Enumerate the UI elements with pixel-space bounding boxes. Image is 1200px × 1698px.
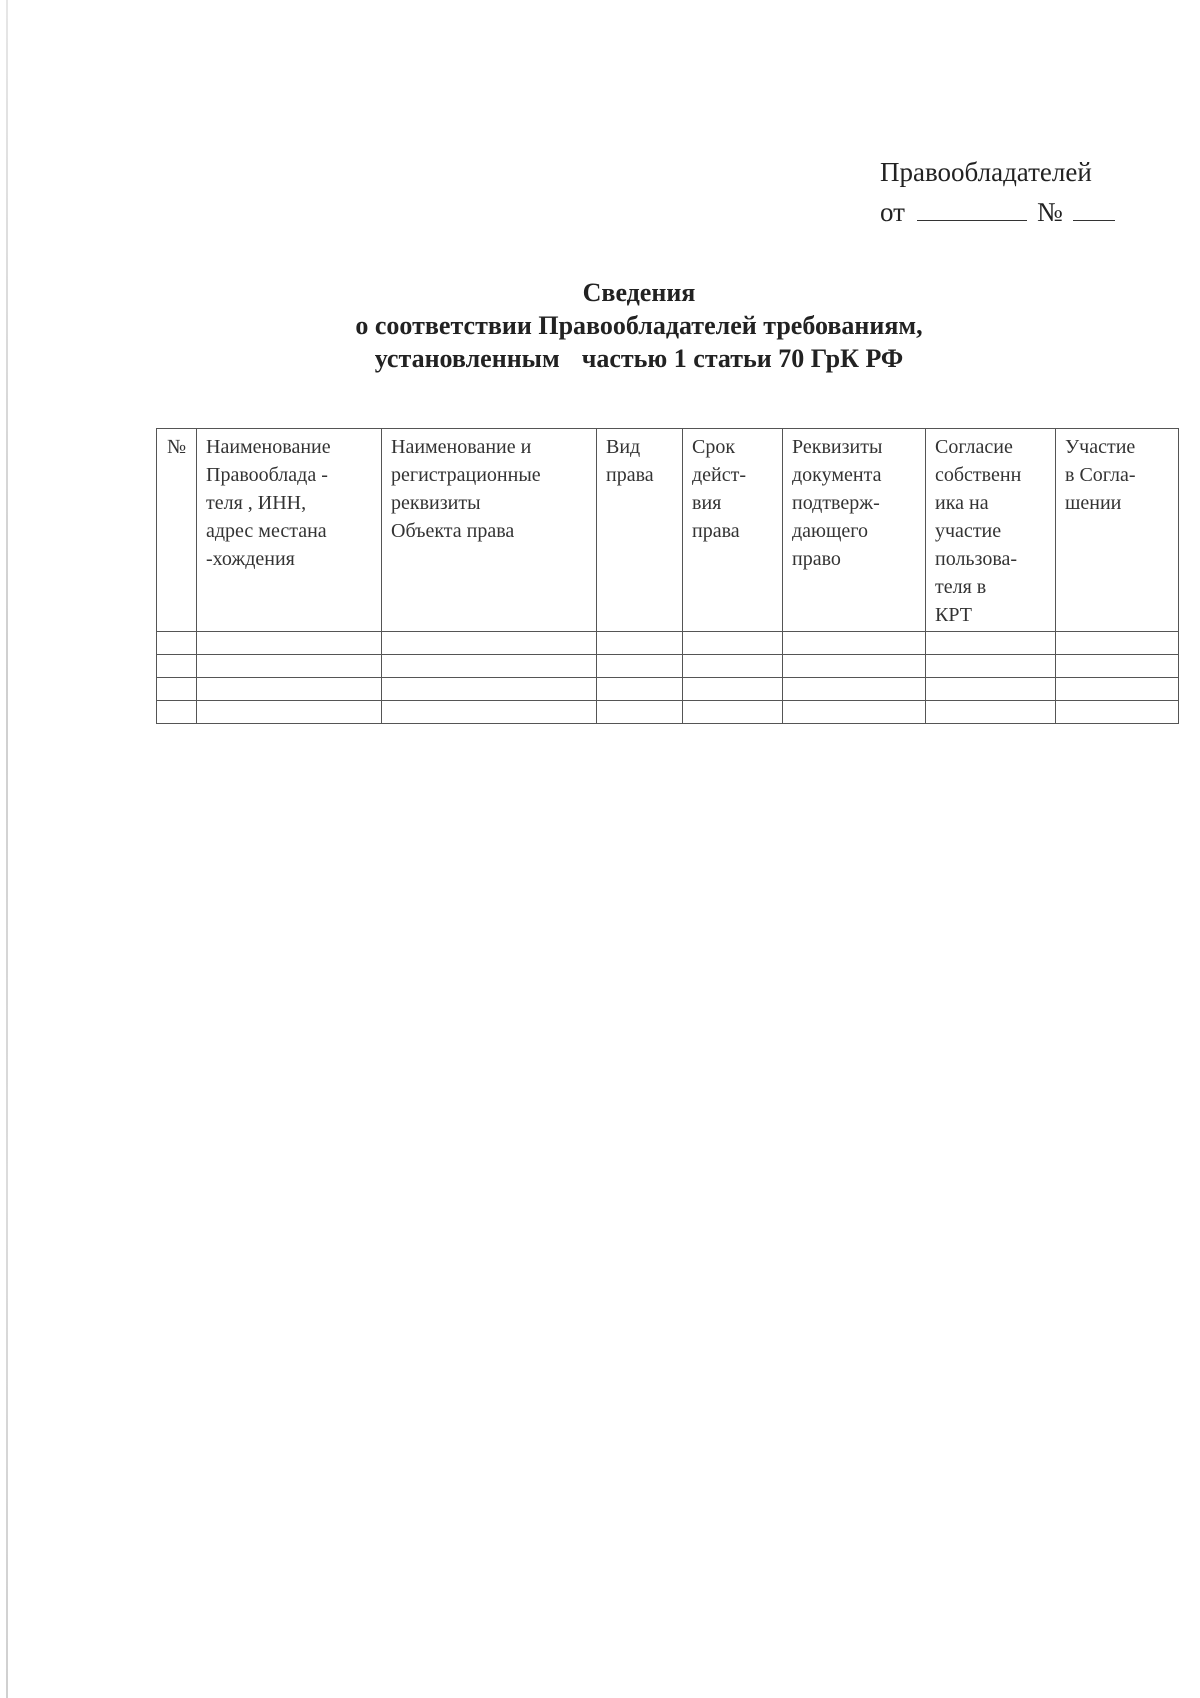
table-cell[interactable] xyxy=(597,655,683,678)
document-title xyxy=(0,276,1200,375)
date-blank-field[interactable] xyxy=(917,194,1027,221)
table-cell[interactable] xyxy=(157,701,197,724)
date-prefix: от xyxy=(880,197,905,227)
table-cell[interactable] xyxy=(683,678,783,701)
title-line-3 xyxy=(0,342,1200,375)
table-row xyxy=(157,701,1179,724)
addressee-label: Правообладателей xyxy=(880,157,1092,187)
table-cell[interactable] xyxy=(683,655,783,678)
table-cell[interactable] xyxy=(783,701,926,724)
table-cell[interactable] xyxy=(1056,655,1179,678)
addressee-block xyxy=(880,152,1115,232)
table-cell[interactable] xyxy=(382,678,597,701)
title-line-3-part-a: установленным xyxy=(374,344,560,373)
table-cell[interactable] xyxy=(382,632,597,655)
table-cell[interactable] xyxy=(382,701,597,724)
column-header-object-details: Наименование и регистрационные реквизиты Объекта права xyxy=(382,429,597,632)
table-cell[interactable] xyxy=(597,678,683,701)
table-header-row xyxy=(157,429,1179,632)
column-header-right-term: Срок дейст- вия права xyxy=(683,429,783,632)
column-header-document-details: Реквизиты документа подтверж- дающего право xyxy=(783,429,926,632)
table-cell[interactable] xyxy=(197,632,382,655)
table-cell[interactable] xyxy=(783,655,926,678)
table-cell[interactable] xyxy=(197,678,382,701)
number-sign: № xyxy=(1036,197,1063,227)
table-cell[interactable] xyxy=(683,632,783,655)
table-row xyxy=(157,678,1179,701)
table-cell[interactable] xyxy=(157,632,197,655)
table-cell[interactable] xyxy=(157,678,197,701)
table-cell[interactable] xyxy=(683,701,783,724)
table-cell[interactable] xyxy=(382,655,597,678)
table-cell[interactable] xyxy=(1056,632,1179,655)
number-blank-field[interactable] xyxy=(1073,194,1115,221)
column-header-right-type: Вид права xyxy=(597,429,683,632)
scan-edge-shadow xyxy=(6,0,8,1698)
table-cell[interactable] xyxy=(197,701,382,724)
table-cell[interactable] xyxy=(597,632,683,655)
table-cell[interactable] xyxy=(783,678,926,701)
table-cell[interactable] xyxy=(1056,678,1179,701)
table-cell[interactable] xyxy=(926,701,1056,724)
column-header-holder-name: Наименование Правооблада - теля , ИНН, адрес местана -хождения xyxy=(197,429,382,632)
table-cell[interactable] xyxy=(1056,701,1179,724)
table-cell[interactable] xyxy=(783,632,926,655)
title-line-2: о соответствии Правообладателей требованиям, xyxy=(355,311,923,340)
column-header-owner-consent: Согласие собственн ика на участие пользова- теля в КРТ xyxy=(926,429,1056,632)
column-header-number: № xyxy=(157,429,197,632)
table-cell[interactable] xyxy=(597,701,683,724)
table-cell[interactable] xyxy=(157,655,197,678)
table-cell[interactable] xyxy=(926,632,1056,655)
table-cell[interactable] xyxy=(926,655,1056,678)
title-line-1: Сведения xyxy=(582,278,696,307)
title-line-3-part-b: частью 1 статьи 70 ГрК РФ xyxy=(581,344,904,373)
table-cell[interactable] xyxy=(926,678,1056,701)
rights-holders-table xyxy=(156,428,1179,724)
date-number-line xyxy=(880,192,1115,232)
table-row xyxy=(157,632,1179,655)
table-cell[interactable] xyxy=(197,655,382,678)
column-header-agreement-participation: Участие в Согла- шении xyxy=(1056,429,1179,632)
table-row xyxy=(157,655,1179,678)
